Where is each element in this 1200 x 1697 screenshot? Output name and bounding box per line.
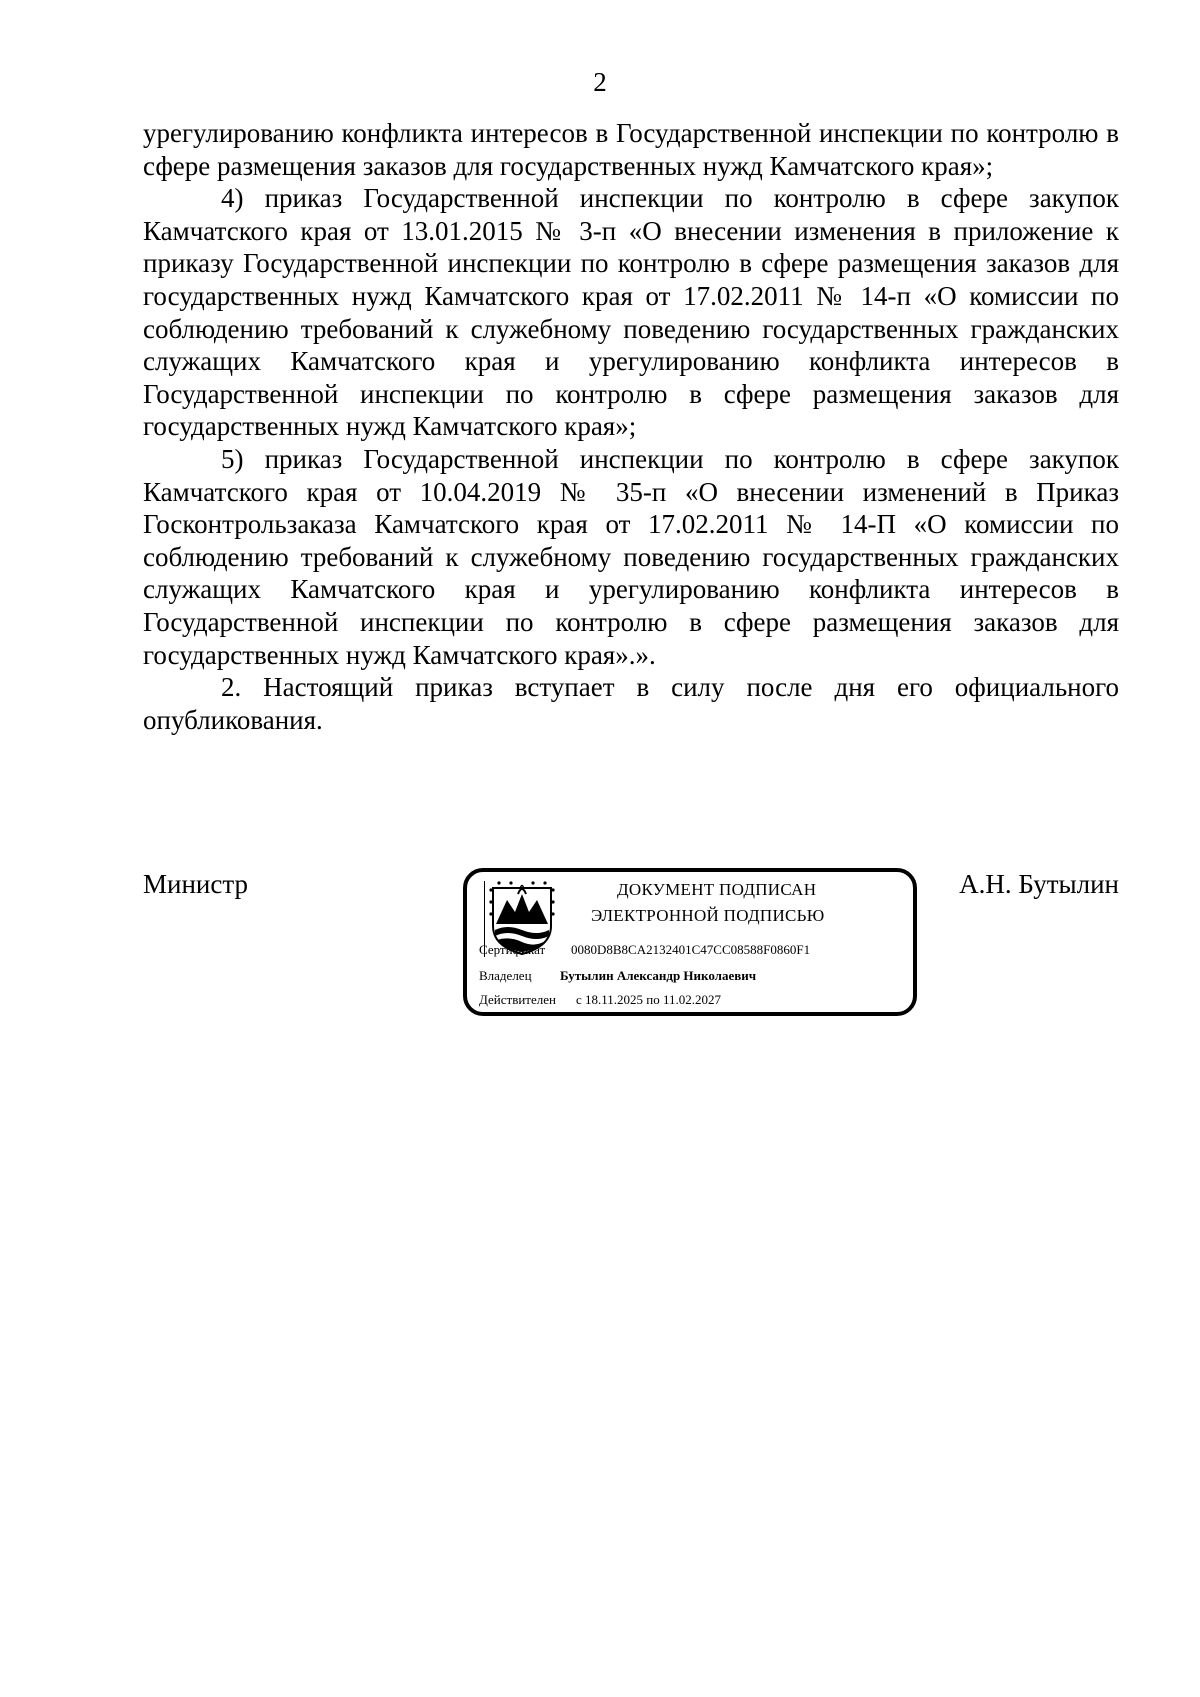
paragraph-item-5: 5) приказ Государственной инспекции по контролю в сфере закупок Камчатского края от 10.04.2019 № 35-п «О внесении изменений в Приказ Госконтрользаказа Камчатского края от 17.02.2011 № 14-П «О комиссии по соблюдению требований к служебному поведению государственных гражданских служащих Камчатского края и урегулированию конфликта интересов в Государственной инспекции по контролю в сфере размещения заказов для государственных нужд Камчатского края».». xyxy=(143,443,1119,670)
stamp-owner-row xyxy=(479,968,756,984)
stamp-certificate-row xyxy=(479,942,810,958)
stamp-certificate-value: 0080D8B8CA2132401C47CC08588F0860F1 xyxy=(571,942,811,957)
stamp-valid-label: Действителен xyxy=(479,992,556,1007)
signer-name: А.Н. Бутылин xyxy=(959,869,1119,899)
signer-position: Министр xyxy=(143,869,248,899)
page-number: 2 xyxy=(593,67,607,97)
stamp-owner-label: Владелец xyxy=(479,968,532,983)
stamp-title-line1: ДОКУМЕНТ ПОДПИСАН xyxy=(617,880,817,899)
document-body xyxy=(143,117,1119,736)
stamp-certificate-label: Сертификат xyxy=(479,942,546,957)
paragraph-item-4: 4) приказ Государственной инспекции по контролю в сфере закупок Камчатского края от 13.01.2015 № 3-п «О внесении изменения в приложение к приказу Государственной инспекции по контролю в сфере размещения заказов для государственных нужд Камчатского края от 17.02.2011 № 14-п «О комиссии по соблюдению требований к служебному поведению государственных гражданских служащих Камчатского края и урегулированию конфликта интересов в Государственной инспекции по контролю в сфере размещения заказов для государственных нужд Камчатского края»; xyxy=(143,183,1119,442)
stamp-title-line2: ЭЛЕКТРОННОЙ ПОДПИСЬЮ xyxy=(591,906,825,925)
stamp-valid-value: с 18.11.2025 по 11.02.2027 xyxy=(576,992,722,1007)
stamp-owner-value: Бутылин Александр Николаевич xyxy=(560,968,757,983)
electronic-signature-stamp xyxy=(463,868,917,1016)
stamp-validity-row xyxy=(479,992,721,1008)
paragraph-item-2: 2. Настоящий приказ вступает в силу после дня его официального опубликования. xyxy=(143,672,1119,735)
paragraph-continuation: урегулированию конфликта интересов в Государственной инспекции по контролю в сфере размещения заказов для государственных нужд Камчатского края»; xyxy=(143,118,1119,181)
